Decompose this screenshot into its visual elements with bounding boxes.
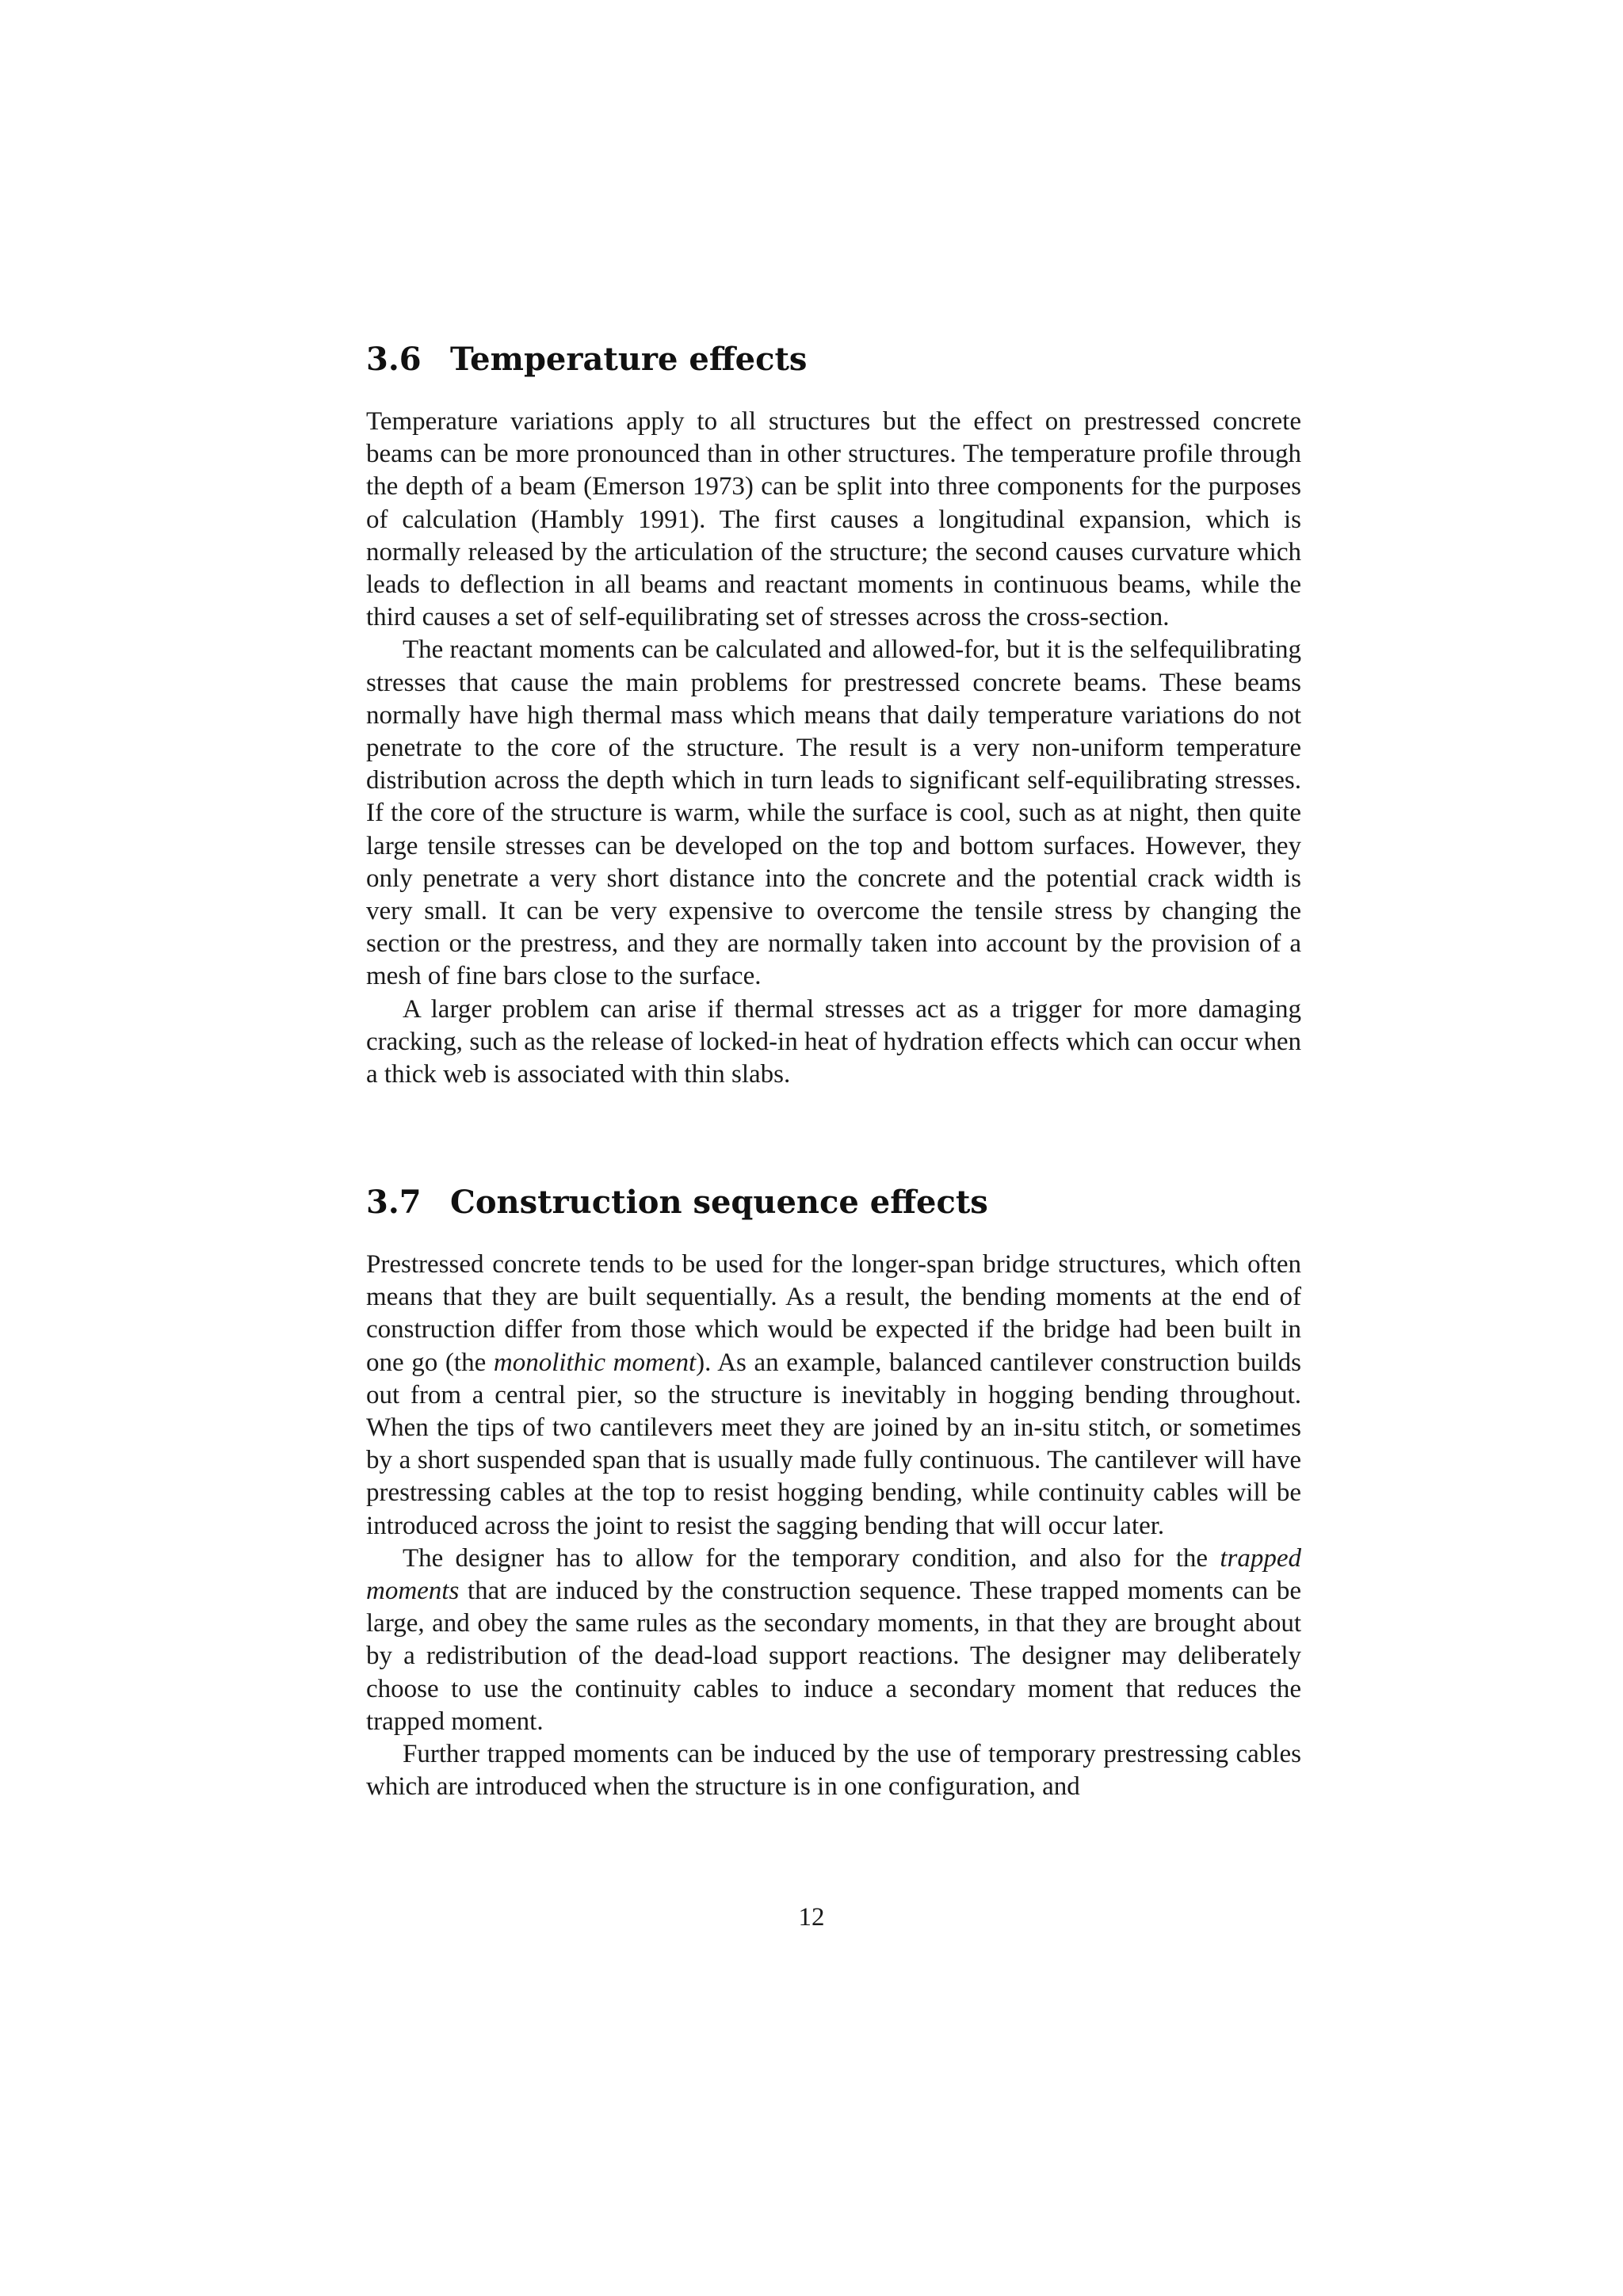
paragraph: Temperature variations apply to all structures but the effect on prestressed concrete beams can be more pronounced than in other structures. The temperature profile through the depth of a beam (Emerson 1973) can be split into three components for the purposes of calculation (Hambly 1991). The first causes a longitudinal expansion, which is normally released by the articulation of the structure; the second causes curvature which leads to deflection in all beams and reactant moments in continuous beams, while the third causes a set of self-equilibrating set of stresses across the cross-section. bbox=[366, 407, 1301, 632]
paragraph: A larger problem can arise if thermal stresses act as a trigger for more damaging cracking, such as the release of locked-in heat of hydration effects which can occur when a thick web is associated with thin slabs. bbox=[366, 994, 1301, 1089]
section-heading bbox=[366, 341, 1301, 379]
paragraph-text: ). As an example, balanced cantilever construction builds out from a central pier, so the structure is inevitably in hogging bending throughout. When the tips of two cantilevers meet they are joined by an in-situ stitch, or sometimes by a short suspended span that is usually made fully continuous. The cantilever will have prestressing cables at the top to resist hogging bending, while continuity cables will be introduced across the joint to resist the sagging bending that will occur later. bbox=[366, 1348, 1302, 1540]
paragraph-text: Prestressed concrete tends to be used for the longer-span bridge structures, which often means that they are built sequentially. As a result, the bending moments at the end of construction differ from those which would be expected if the bridge had been built in one go (the bbox=[366, 1250, 1301, 1377]
page-number: 12 bbox=[798, 1903, 825, 1932]
section-heading bbox=[366, 1184, 1301, 1222]
section-number: 3.6 bbox=[366, 341, 422, 378]
emphasized-term: trapped moments bbox=[366, 1543, 1301, 1606]
paragraph bbox=[366, 1249, 1301, 1543]
section-construction-sequence-effects bbox=[366, 1184, 1301, 1803]
paragraph bbox=[366, 1543, 1301, 1738]
paragraph: The reactant moments can be calculated and allowed-for, but it is the selfequilibrating stresses that cause the main problems for prestressed concrete beams. These beams normally have high thermal mass which means that daily temperature variations do not penetrate to the core of the structure. The result is a very non-uniform temperature distribution across the depth which in turn leads to significant self-equilibrating stresses. If the core of the structure is warm, while the surface is cool, such as at night, then quite large tensile stresses can be developed on the top and bottom surfaces. However, they only penetrate a very short distance into the concrete and the potential crack width is very small. It can be very expensive to overcome the tensile stress by changing the section or the prestress, and they are normally taken into account by the provision of a mesh of fine bars close to the surface. bbox=[366, 635, 1302, 991]
section-number: 3.7 bbox=[366, 1184, 422, 1221]
section-title: Temperature effects bbox=[450, 341, 808, 378]
paragraph-text: that are induced by the construction sequence. These trapped moments can be large, and obey the same rules as the secondary moments, in that they are brought about by a redistribution of the dead-load support reactions. The designer may deliberately choose to use the continuity cables to induce a secondary moment that reduces the trapped moment. bbox=[366, 1577, 1301, 1736]
section-temperature-effects bbox=[366, 341, 1301, 1091]
section-title: Construction sequence effects bbox=[450, 1184, 988, 1221]
emphasized-term: monolithic moment bbox=[493, 1348, 697, 1377]
paragraph-text: The designer has to allow for the temporary condition, and also for the bbox=[403, 1543, 1220, 1573]
paragraph: Further trapped moments can be induced by the use of temporary prestressing cables which are introduced when the structure is in one configuration, and bbox=[366, 1740, 1301, 1802]
